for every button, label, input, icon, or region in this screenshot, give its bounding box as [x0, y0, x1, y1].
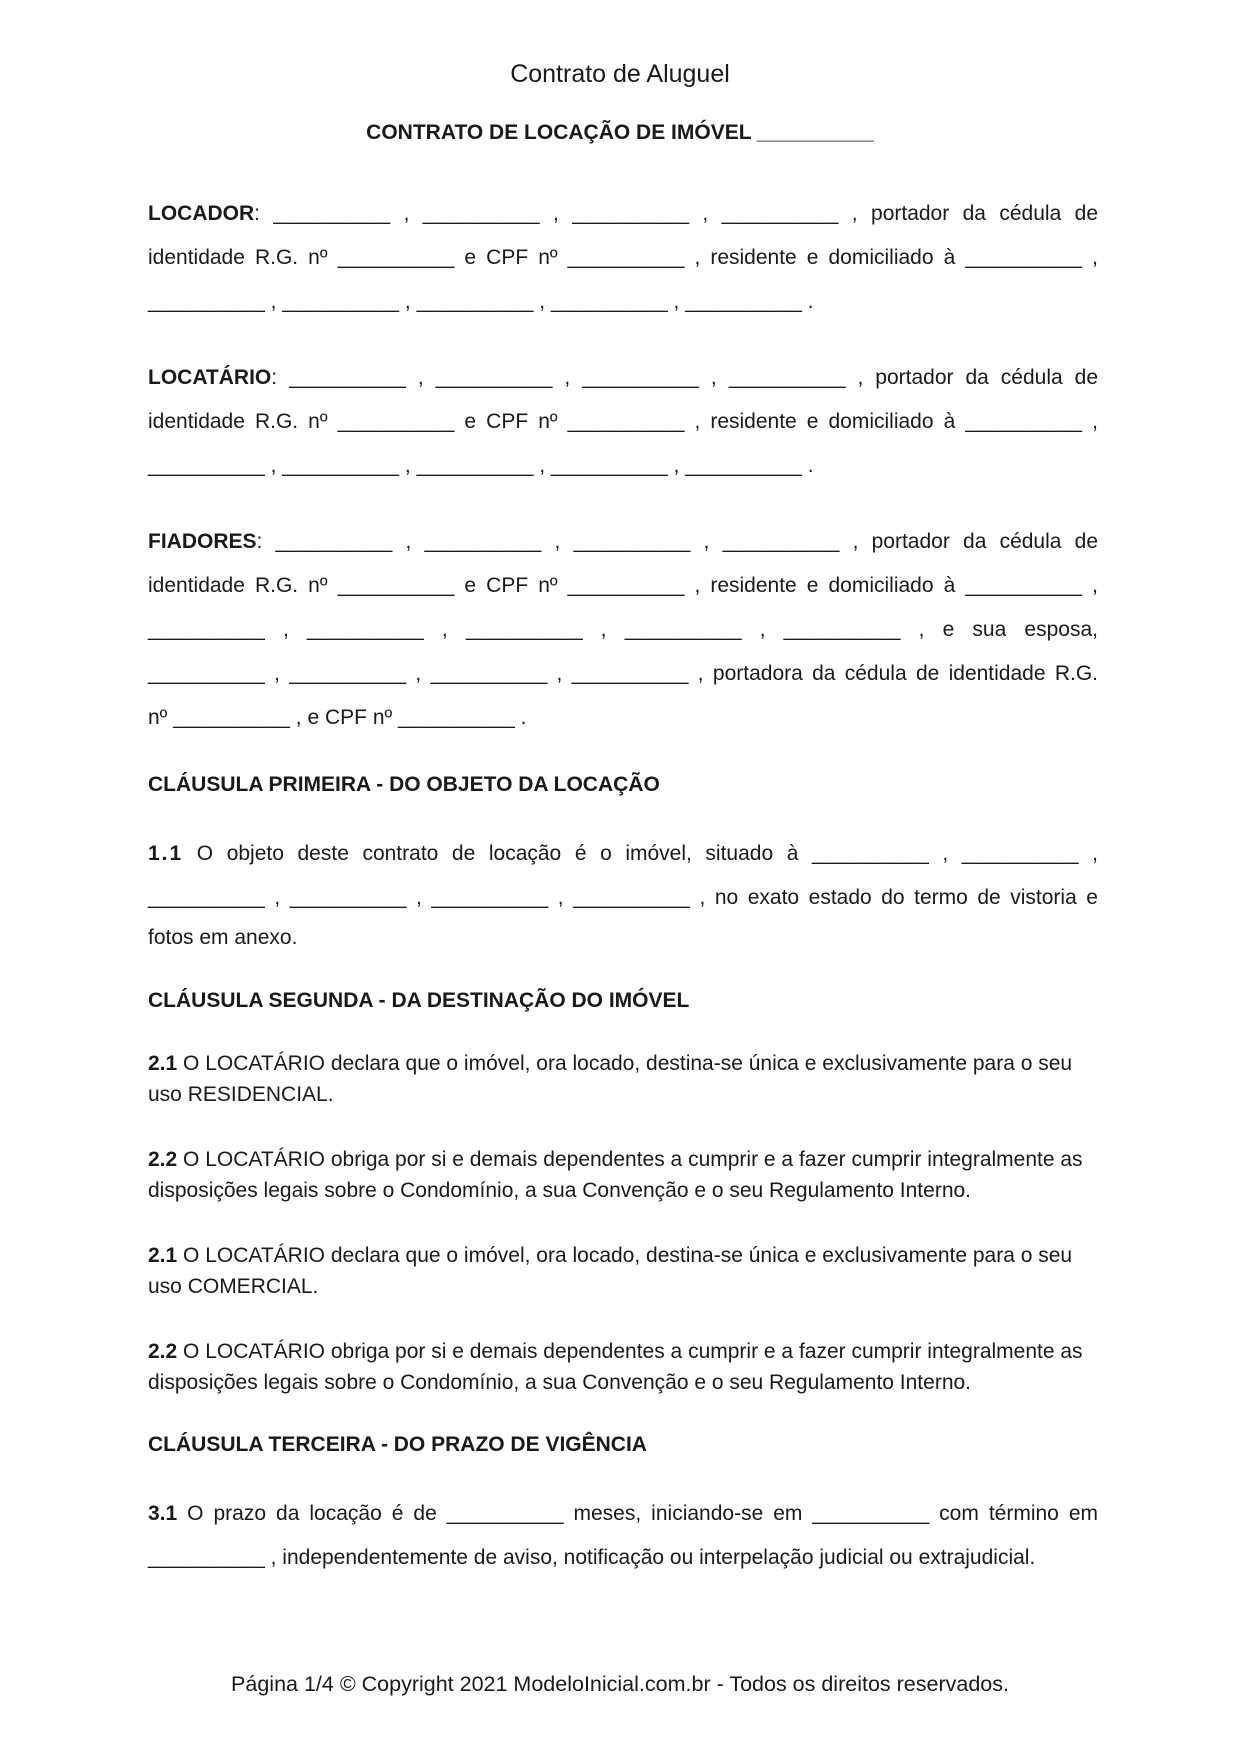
- clause-2-item: 2.2 O LOCATÁRIO obriga por si e demais dependentes a cumprir e a fazer cumprir integralmente as disposições legais sobre o Condomínio, a sua Convenção e o seu Regulamento Interno.: [148, 1340, 1083, 1394]
- document-title: CONTRATO DE LOCAÇÃO DE IMÓVEL __________: [366, 121, 874, 144]
- clause-2-title: CLÁUSULA SEGUNDA - DA DESTINAÇÃO DO IMÓVEL: [148, 989, 690, 1012]
- locatario-line-2: identidade R.G. nº __________ e CPF nº __________ , residente e domiciliado à __________ ,: [148, 410, 1098, 433]
- clause-2-item: 2.1 O LOCATÁRIO declara que o imóvel, ora locado, destina-se única e exclusivamente para o seu uso COMERCIAL.: [148, 1244, 1073, 1298]
- locatario-label: LOCATÁRIO: [148, 366, 272, 389]
- clause-3-line-2: __________ , independentemente de aviso, notificação ou interpelação judicial ou extrajudicial.: [148, 1546, 1036, 1569]
- clause-1-line-2: __________ , __________ , __________ , __________ , no exato estado do termo de vistoria e: [148, 886, 1098, 909]
- locatario-line-1: LOCATÁRIO: __________ , __________ , __________ , __________ , portador da cédula de: [148, 366, 1098, 389]
- locador-label: LOCADOR: [148, 202, 255, 225]
- clause-3-body: [148, 1492, 1098, 1580]
- party-fiadores: [148, 520, 1098, 740]
- party-locatario: [148, 356, 1098, 488]
- fiadores-line-3: __________ , __________ , __________ , __________ , __________ , e sua esposa,: [148, 618, 1098, 641]
- clause-3-title: CLÁUSULA TERCEIRA - DO PRAZO DE VIGÊNCIA: [148, 1433, 647, 1456]
- clause-1-line-1: 1.1 O objeto deste contrato de locação é o imóvel, situado à __________ , __________ ,: [148, 842, 1098, 865]
- clause-1-number: 1.1: [148, 842, 184, 865]
- clause-1-title: CLÁUSULA PRIMEIRA - DO OBJETO DA LOCAÇÃO: [148, 773, 660, 796]
- fiadores-line-1: FIADORES: __________ , __________ , __________ , __________ , portador da cédula de: [148, 530, 1098, 553]
- clause-2-item: 2.2 O LOCATÁRIO obriga por si e demais dependentes a cumprir e a fazer cumprir integralmente as disposições legais sobre o Condomínio, a sua Convenção e o seu Regulamento Interno.: [148, 1148, 1083, 1202]
- fiadores-line-4: __________ , __________ , __________ , __________ , portadora da cédula de identidade R.G.: [148, 662, 1098, 685]
- clause-3-number: 3.1: [148, 1502, 178, 1525]
- clause-1-body: [148, 832, 1098, 956]
- page-header: Contrato de Aluguel: [510, 60, 730, 88]
- clause-2-item: 2.1 O LOCATÁRIO declara que o imóvel, ora locado, destina-se única e exclusivamente para o seu uso RESIDENCIAL.: [148, 1052, 1073, 1106]
- document-body: [148, 192, 1098, 1580]
- locatario-line-3: __________ , __________ , __________ , __________ , __________ .: [148, 454, 814, 477]
- fiadores-line-5: nº __________ , e CPF nº __________ .: [148, 706, 527, 729]
- locador-line-3: __________ , __________ , __________ , __________ , __________ .: [148, 290, 814, 313]
- clause-1-line-3: fotos em anexo.: [148, 926, 298, 949]
- page-footer: Página 1/4 © Copyright 2021 ModeloInicial.com.br - Todos os direitos reservados.: [231, 1672, 1009, 1696]
- locador-line-1: LOCADOR: __________ , __________ , __________ , __________ , portador da cédula de: [148, 202, 1098, 225]
- clause-3-line-1: 3.1 O prazo da locação é de __________ meses, iniciando-se em __________ com término em: [148, 1502, 1098, 1525]
- fiadores-line-2: identidade R.G. nº __________ e CPF nº __________ , residente e domiciliado à __________ ,: [148, 574, 1098, 597]
- locador-line-2: identidade R.G. nº __________ e CPF nº __________ , residente e domiciliado à __________ ,: [148, 246, 1098, 269]
- party-locador: [148, 192, 1098, 324]
- fiadores-label: FIADORES: [148, 530, 257, 553]
